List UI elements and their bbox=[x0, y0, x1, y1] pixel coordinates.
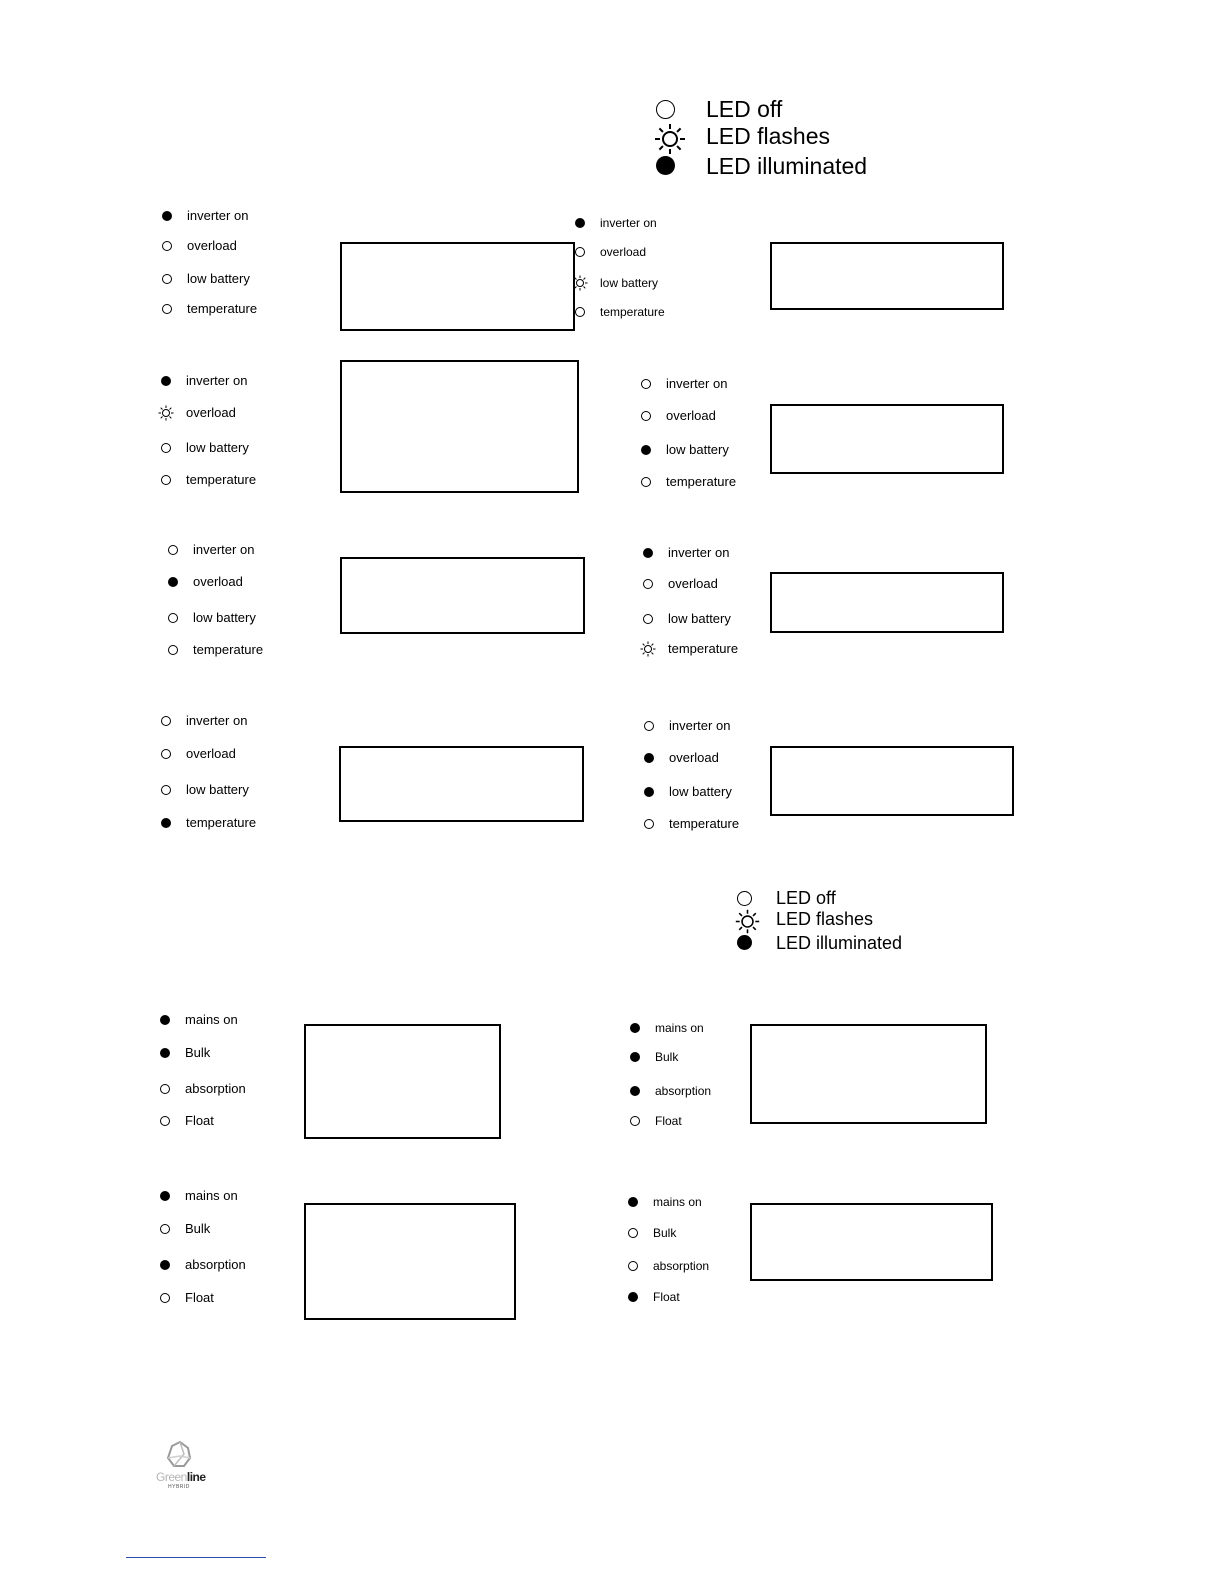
led-off-icon bbox=[162, 304, 172, 314]
charger-led-label: Float bbox=[653, 1290, 680, 1304]
led-off-icon bbox=[644, 721, 654, 731]
inverter-led-label: inverter on bbox=[186, 713, 248, 728]
led-on-icon bbox=[168, 577, 178, 587]
led-off-icon bbox=[575, 307, 585, 317]
inverter-led-label: inverter on bbox=[186, 373, 248, 388]
inverter-led-label: low battery bbox=[187, 271, 250, 286]
legend-off-label: LED off bbox=[776, 888, 836, 908]
led-on-icon bbox=[641, 445, 651, 455]
inverter-led-label: temperature bbox=[186, 472, 257, 487]
legend-off-label: LED off bbox=[706, 96, 783, 122]
inverter-led-label: temperature bbox=[666, 474, 737, 489]
inverter-led-label: temperature bbox=[186, 815, 257, 830]
logo-subtext: HYBRID bbox=[168, 1484, 190, 1490]
inverter-led-label: overload bbox=[668, 576, 718, 591]
charger-led-label: Bulk bbox=[185, 1045, 211, 1060]
led-off-icon bbox=[168, 645, 178, 655]
led-off-icon bbox=[162, 274, 172, 284]
display-box bbox=[750, 1203, 993, 1281]
led-on-icon bbox=[160, 1015, 170, 1025]
inverter-led-label: temperature bbox=[187, 301, 258, 316]
inverter-led-label: low battery bbox=[666, 442, 729, 457]
led-off-icon bbox=[161, 443, 171, 453]
led-on-icon bbox=[160, 1191, 170, 1201]
led-on-icon bbox=[630, 1086, 640, 1096]
inverter-led-label: overload bbox=[186, 746, 236, 761]
display-box bbox=[304, 1203, 516, 1320]
led-on-icon bbox=[161, 818, 171, 828]
logo-text-green: Green bbox=[156, 1470, 187, 1484]
charger-led-label: Bulk bbox=[655, 1050, 679, 1064]
led-off-icon bbox=[641, 411, 651, 421]
led-off-icon bbox=[656, 100, 675, 119]
charger-led-label: Bulk bbox=[653, 1226, 677, 1240]
inverter-led-label: low battery bbox=[186, 440, 249, 455]
charger-led-label: absorption bbox=[185, 1257, 246, 1272]
inverter-led-label: overload bbox=[187, 238, 237, 253]
legend-flashes-label: LED flashes bbox=[706, 123, 831, 149]
display-box bbox=[339, 746, 584, 822]
display-box bbox=[770, 242, 1004, 310]
led-on-icon bbox=[160, 1048, 170, 1058]
led-flash-icon bbox=[640, 641, 656, 657]
led-on-icon bbox=[630, 1023, 640, 1033]
legend-flashes-label: LED flashes bbox=[776, 909, 874, 929]
charger-led-label: absorption bbox=[655, 1084, 712, 1098]
led-off-icon bbox=[575, 247, 585, 257]
inverter-led-label: inverter on bbox=[666, 376, 728, 391]
led-off-icon bbox=[641, 379, 651, 389]
greenline-logo-mark-icon bbox=[150, 1440, 210, 1474]
display-box bbox=[750, 1024, 987, 1124]
led-off-icon bbox=[628, 1228, 638, 1238]
charger-led-label: Float bbox=[655, 1114, 682, 1128]
led-on-icon bbox=[630, 1052, 640, 1062]
legend-illuminated-label: LED illuminated bbox=[776, 933, 903, 953]
led-off-icon bbox=[628, 1261, 638, 1271]
charger-led-label: Float bbox=[185, 1290, 214, 1305]
inverter-led-label: temperature bbox=[669, 816, 740, 831]
led-on-icon bbox=[644, 753, 654, 763]
led-off-icon bbox=[160, 1224, 170, 1234]
charger-led-label: absorption bbox=[653, 1259, 710, 1273]
display-box bbox=[340, 557, 585, 634]
inverter-led-label: overload bbox=[666, 408, 716, 423]
inverter-led-label: low battery bbox=[669, 784, 732, 799]
inverter-led-label: temperature bbox=[668, 641, 739, 656]
inverter-led-label: overload bbox=[600, 245, 647, 259]
led-off-icon bbox=[643, 614, 653, 624]
legend-illuminated-label: LED illuminated bbox=[706, 153, 868, 179]
charger-led-label: mains on bbox=[185, 1012, 238, 1027]
led-off-icon bbox=[641, 477, 651, 487]
inverter-led-label: low battery bbox=[193, 610, 256, 625]
led-on-icon bbox=[643, 548, 653, 558]
inverter-led-label: low battery bbox=[668, 611, 731, 626]
display-box bbox=[770, 572, 1004, 633]
led-off-icon bbox=[737, 891, 752, 906]
led-on-icon bbox=[737, 935, 752, 950]
led-off-icon bbox=[643, 579, 653, 589]
led-on-icon bbox=[656, 156, 675, 175]
led-on-icon bbox=[161, 376, 171, 386]
led-on-icon bbox=[644, 787, 654, 797]
inverter-led-label: inverter on bbox=[669, 718, 731, 733]
led-flash-icon bbox=[654, 123, 686, 155]
led-on-icon bbox=[575, 218, 585, 228]
led-off-icon bbox=[160, 1116, 170, 1126]
led-on-icon bbox=[160, 1260, 170, 1270]
inverter-led-label: overload bbox=[193, 574, 243, 589]
led-off-icon bbox=[161, 475, 171, 485]
led-off-icon bbox=[160, 1084, 170, 1094]
display-box bbox=[340, 360, 579, 493]
charger-led-label: absorption bbox=[185, 1081, 246, 1096]
led-off-icon bbox=[630, 1116, 640, 1126]
charger-led-label: mains on bbox=[653, 1195, 702, 1209]
led-on-icon bbox=[628, 1197, 638, 1207]
led-on-icon bbox=[628, 1292, 638, 1302]
inverter-led-label: inverter on bbox=[187, 208, 249, 223]
charger-led-label: mains on bbox=[185, 1188, 238, 1203]
display-box bbox=[304, 1024, 501, 1139]
display-box bbox=[770, 404, 1004, 474]
inverter-led-label: overload bbox=[186, 405, 236, 420]
charger-led-label: Float bbox=[185, 1113, 214, 1128]
led-off-icon bbox=[168, 545, 178, 555]
led-flash-icon bbox=[158, 405, 174, 421]
led-flash-icon bbox=[735, 909, 760, 934]
inverter-led-label: temperature bbox=[193, 642, 264, 657]
inverter-led-label: inverter on bbox=[600, 216, 657, 230]
led-off-icon bbox=[644, 819, 654, 829]
display-box bbox=[770, 746, 1014, 816]
inverter-led-label: temperature bbox=[600, 305, 665, 319]
display-box bbox=[340, 242, 575, 331]
led-off-icon bbox=[168, 613, 178, 623]
footer-rule bbox=[126, 1557, 266, 1558]
charger-led-label: mains on bbox=[655, 1021, 704, 1035]
logo-text-line: line bbox=[186, 1470, 206, 1484]
led-off-icon bbox=[161, 749, 171, 759]
led-on-icon bbox=[162, 211, 172, 221]
inverter-led-label: low battery bbox=[186, 782, 249, 797]
inverter-led-label: low battery bbox=[600, 276, 659, 290]
charger-led-label: Bulk bbox=[185, 1221, 211, 1236]
inverter-led-label: inverter on bbox=[193, 542, 255, 557]
led-off-icon bbox=[161, 785, 171, 795]
greenline-logo bbox=[150, 1440, 210, 1494]
led-off-icon bbox=[160, 1293, 170, 1303]
inverter-led-label: overload bbox=[669, 750, 719, 765]
inverter-led-label: inverter on bbox=[668, 545, 730, 560]
led-off-icon bbox=[162, 241, 172, 251]
led-off-icon bbox=[161, 716, 171, 726]
